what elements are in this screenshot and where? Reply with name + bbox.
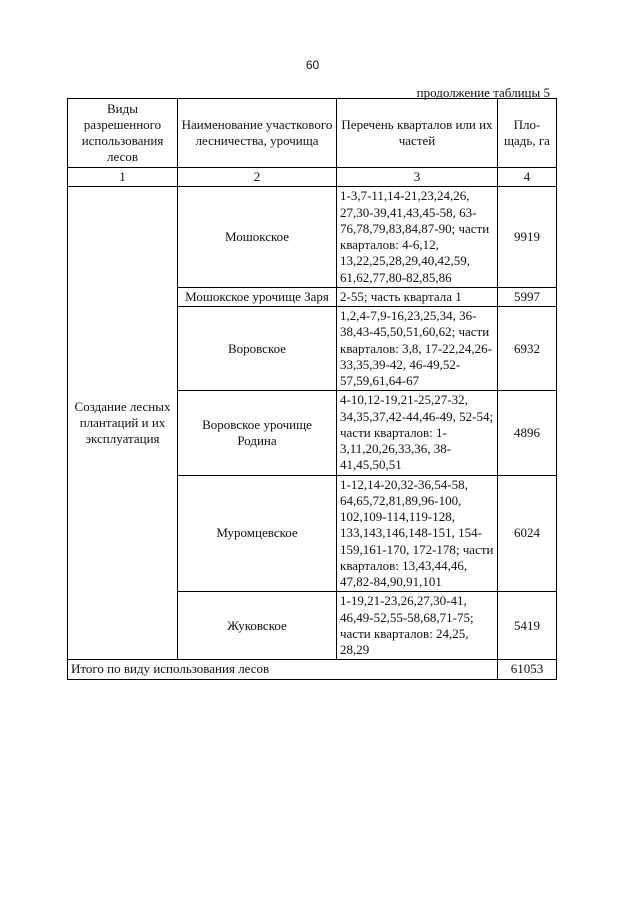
forestry-name-cell: Жуковское [178,592,337,660]
area-cell: 6024 [498,475,557,592]
forestry-name-cell: Воровское [178,307,337,391]
quarters-cell: 4-10,12-19,21-25,27-32, 34,35,37,42-44,46-49, 52-54; части кварталов: 1-3,11,20,26,33,36, 38-41,45,50,51 [337,391,498,475]
quarters-cell: 1-19,21-23,26,27,30-41, 46,49-52,55-58,68,71-75; части кварталов: 24,25, 28,29 [337,592,498,660]
quarters-cell: 1,2,4-7,9-16,23,25,34, 36-38,43-45,50,51,60,62; части кварталов: 3,8, 17-22,24,26-33,35,39-42, 46-49,52-57,59,61,64-67 [337,307,498,391]
forestry-name-cell: Мошокское [178,187,337,288]
area-cell: 4896 [498,391,557,475]
header-area: Пло-щадь, га [498,99,557,168]
table-continuation-note: продолжение таблицы 5 [416,85,550,100]
forest-usage-table [67,98,557,680]
table-header-row [68,99,557,168]
total-label: Итого по виду использования лесов [68,660,498,679]
column-number: 4 [498,168,557,187]
area-cell: 9919 [498,187,557,288]
quarters-cell: 1-3,7-11,14-21,23,24,26, 27,30-39,41,43,45-58, 63-76,78,79,83,84,87-90; части кварталов: 4-6,12, 13,22,25,28,29,40,42,59, 61,62,77,80-82,85,86 [337,187,498,288]
header-forestry-name: Наименование участкового лесничества, урочища [178,99,337,168]
area-cell: 5997 [498,287,557,306]
page-number: 60 [305,58,320,72]
header-quarters-list: Перечень кварталов или их частей [337,99,498,168]
quarters-cell: 2-55; часть квартала 1 [337,287,498,306]
area-cell: 6932 [498,307,557,391]
total-value: 61053 [498,660,557,679]
forestry-name-cell: Воровское урочище Родина [178,391,337,475]
quarters-cell: 1-12,14-20,32-36,54-58, 64,65,72,81,89,96-100, 102,109-114,119-128, 133,143,146,148-151, 154-159,161-170, 172-178; части кварталов: 13,43,44,46, 47,82-84,90,91,101 [337,475,498,592]
column-number: 3 [337,168,498,187]
forestry-name-cell: Муромцевское [178,475,337,592]
column-number-row [68,168,557,187]
total-row [68,660,557,679]
column-number: 2 [178,168,337,187]
forestry-name-cell: Мошокское урочище Заря [178,287,337,306]
area-cell: 5419 [498,592,557,660]
usage-type-cell: Создание лесных плантаций и их эксплуатация [68,187,178,660]
table-row [68,187,557,288]
header-usage-type: Виды разрешенного использования лесов [68,99,178,168]
column-number: 1 [68,168,178,187]
